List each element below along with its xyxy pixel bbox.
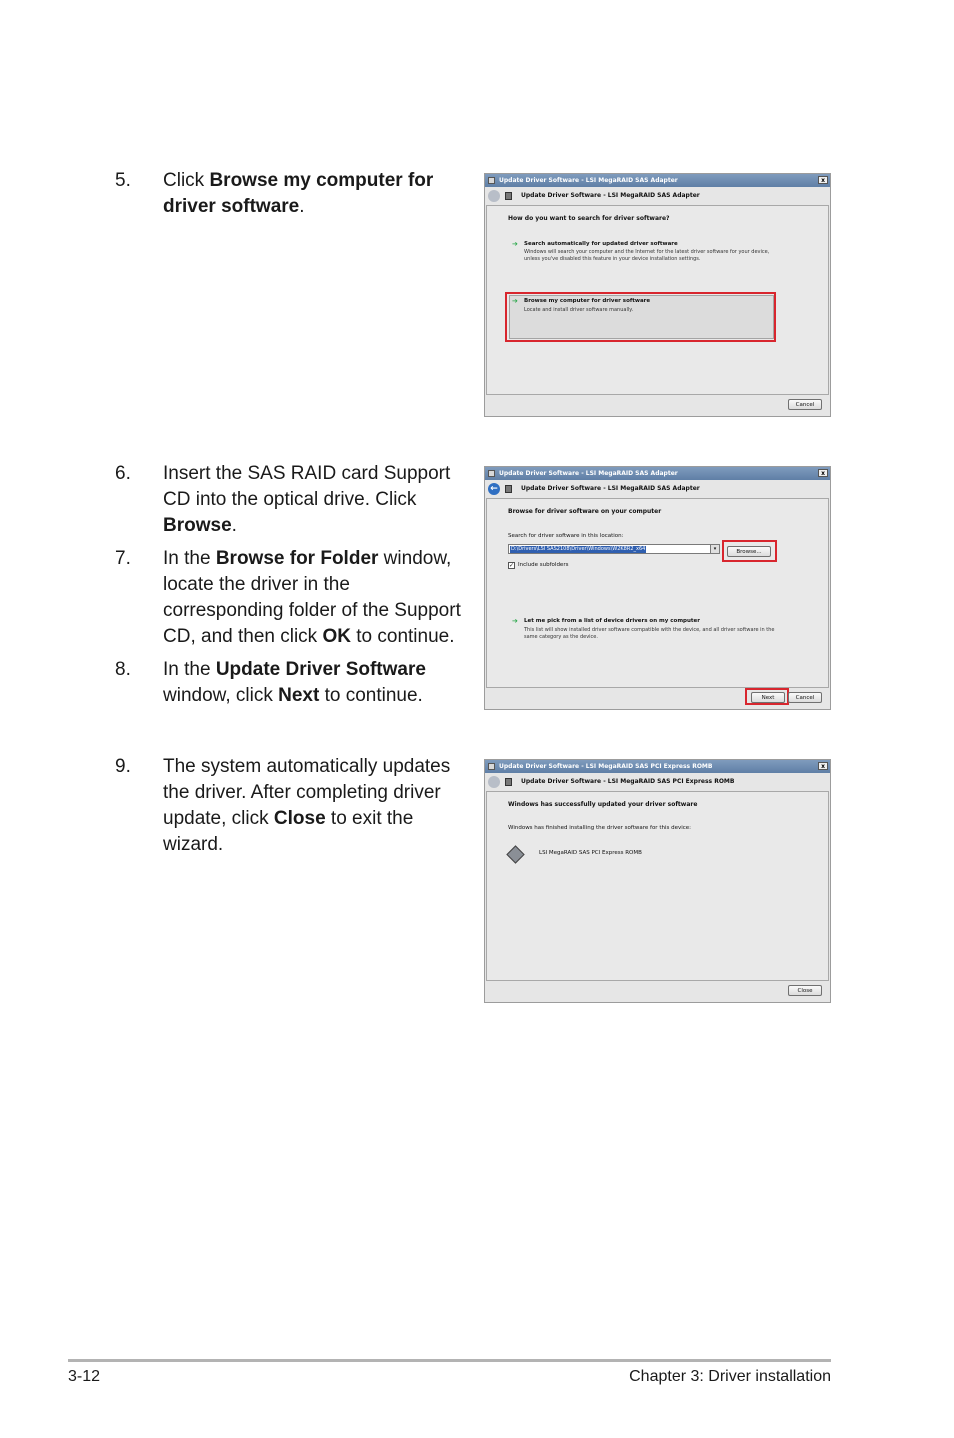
chapter-title: Chapter 3: Driver installation [629,1368,831,1385]
chevron-down-icon[interactable]: ▾ [710,545,719,553]
step-number: 5. [115,170,131,191]
step-text: Click Browse my computer for driver software. [163,170,434,217]
dialog-header-title: Update Driver Software - LSI MegaRAID SAS PCI Express ROMB [521,778,735,785]
green-arrow-icon: ➔ [512,240,518,248]
browse-button[interactable]: Browse... [727,546,771,557]
window-icon [488,177,495,184]
back-arrow-icon [488,776,500,788]
highlight-box [722,540,777,562]
dialog-title: Update Driver Software - LSI MegaRAID SAS Adapter [499,177,678,184]
step-8 [115,657,471,709]
dialog-question: How do you want to search for driver software? [508,215,670,222]
dialog-question: Browse for driver software on your computer [508,508,662,515]
dialog-title-bar [485,467,830,480]
include-subfolders-checkbox[interactable]: ✓ [509,562,515,569]
step-5 [115,168,471,220]
page-number: 3-12 [68,1368,101,1385]
search-automatically-option[interactable]: Search automatically for updated driver software [524,241,678,247]
dialog-choose-search-method [484,173,831,417]
path-combobox[interactable] [508,544,720,554]
step-6 [115,461,471,539]
dialog-question: Windows has successfully updated your driver software [508,801,698,808]
step-text: The system automatically updates the driver. After completing driver update, click Close to exit the wizard. [163,756,451,855]
dialog-header [485,773,830,791]
dialog-header [485,187,830,205]
device-icon [505,192,512,200]
dialog-title-bar [485,760,830,773]
green-arrow-icon: ➔ [512,617,518,625]
step-number: 9. [115,756,131,777]
device-icon [505,778,512,786]
highlight-box [505,292,776,342]
footer-divider [68,1359,831,1362]
back-arrow-icon[interactable]: ← [488,483,500,495]
close-icon[interactable]: x [818,176,828,184]
step-text: In the Browse for Folder window, locate the driver in the corresponding folder of the Support CD, and then click OK to continue. [163,548,461,647]
close-icon[interactable]: x [818,762,828,770]
include-subfolders-label: Include subfolders [518,562,569,568]
finished-message: Windows has finished installing the driver software for this device: [508,825,692,831]
step-text: Insert the SAS RAID card Support CD into the optical drive. Click Browse. [163,463,451,536]
dialog-title: Update Driver Software - LSI MegaRAID SAS PCI Express ROMB [499,763,713,770]
dialog-update-complete [484,759,831,1003]
window-icon [488,470,495,477]
search-location-label: Search for driver software in this location: [508,533,624,539]
cancel-button[interactable]: Cancel [788,399,822,410]
dialog-title: Update Driver Software - LSI MegaRAID SAS Adapter [499,470,678,477]
dialog-header-title: Update Driver Software - LSI MegaRAID SAS Adapter [521,485,700,492]
path-input[interactable]: D:\Drivers\LSI SAS2108\Driver\Windows\W2K8R2_x64 [511,546,646,552]
close-icon[interactable]: x [818,469,828,477]
dialog-content-panel [486,791,829,981]
highlight-box [745,688,789,705]
step-7 [115,546,471,650]
back-arrow-icon [488,190,500,202]
option-description: Locate and install driver software manually. [524,307,634,313]
step-text: In the Update Driver Software window, click Next to continue. [163,659,426,706]
pick-from-list-option[interactable]: Let me pick from a list of device drivers on my computer [524,618,700,624]
dialog-browse-for-driver [484,466,831,710]
close-button[interactable]: Close [788,985,822,996]
option-description: This list will show installed driver software compatible with the device, and all driver software in the same category as the device. [524,627,775,640]
device-driver-icon [506,845,524,863]
device-icon [505,485,512,493]
dialog-header-title: Update Driver Software - LSI MegaRAID SAS Adapter [521,192,700,199]
step-number: 6. [115,463,131,484]
step-number: 7. [115,548,131,569]
green-arrow-icon: ➔ [512,297,518,305]
browse-my-computer-option[interactable]: Browse my computer for driver software [524,298,651,304]
step-9 [115,754,471,858]
window-icon [488,763,495,770]
dialog-content-panel [486,498,829,688]
dialog-header [485,480,830,498]
dialog-title-bar [485,174,830,187]
option-description: Windows will search your computer and the Internet for the latest driver software for your device, unless you've disabled this feature in your device installation settings. [524,249,770,262]
cancel-button[interactable]: Cancel [788,692,822,703]
step-number: 8. [115,659,131,680]
device-name: LSI MegaRAID SAS PCI Express ROMB [539,850,642,856]
next-button[interactable]: Next [751,692,785,703]
